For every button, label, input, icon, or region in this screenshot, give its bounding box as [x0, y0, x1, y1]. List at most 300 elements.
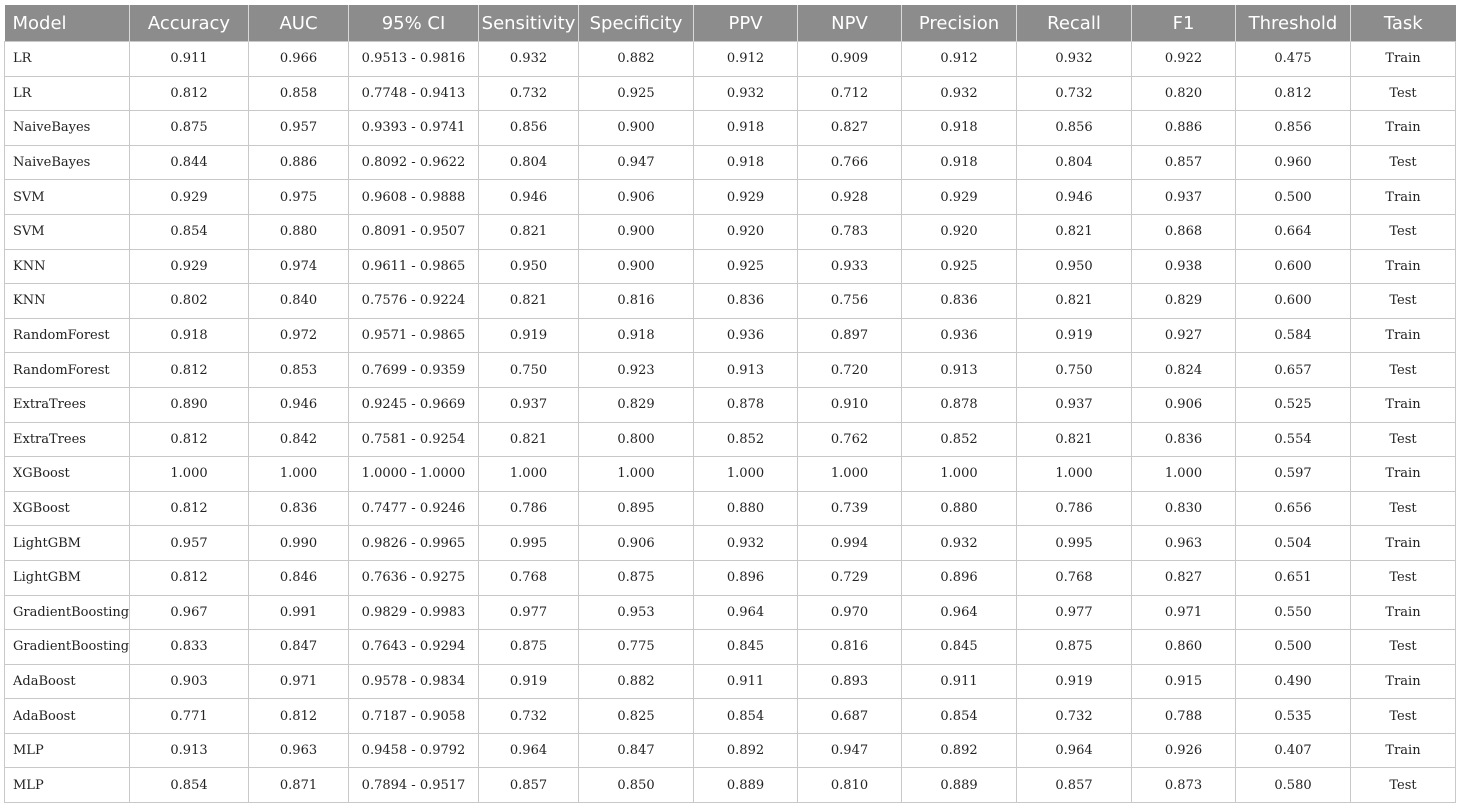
table-cell: 0.842	[249, 422, 349, 457]
table-cell: 0.900	[579, 111, 694, 146]
table-cell: 0.932	[694, 526, 798, 561]
table-cell: LightGBM	[5, 526, 130, 561]
table-cell: 0.768	[479, 560, 579, 595]
table-cell: 0.897	[798, 318, 902, 353]
table-cell: 0.975	[249, 180, 349, 215]
table-cell: RandomForest	[5, 353, 130, 388]
table-cell: 0.932	[902, 76, 1017, 111]
table-cell: 0.932	[694, 76, 798, 111]
table-cell: 0.860	[1132, 630, 1236, 665]
table-cell: 1.000	[249, 457, 349, 492]
table-cell: 0.9513 - 0.9816	[349, 42, 479, 77]
table-cell: 0.750	[1017, 353, 1132, 388]
column-header: Specificity	[579, 5, 694, 42]
table-cell: 0.889	[694, 768, 798, 803]
table-cell: 0.937	[1017, 387, 1132, 422]
table-cell: 0.946	[249, 387, 349, 422]
table-cell: 0.800	[579, 422, 694, 457]
table-cell: 0.657	[1236, 353, 1351, 388]
table-body	[5, 42, 1456, 803]
table-cell: 0.880	[902, 491, 1017, 526]
table-cell: SVM	[5, 180, 130, 215]
table-cell: 0.963	[249, 733, 349, 768]
table-cell: 0.786	[479, 491, 579, 526]
table-cell: 0.500	[1236, 180, 1351, 215]
results-table-container	[4, 5, 1455, 803]
table-cell: Test	[1351, 491, 1456, 526]
table-cell: GradientBoosting	[5, 630, 130, 665]
table-cell: Train	[1351, 387, 1456, 422]
table-cell: 0.850	[579, 768, 694, 803]
table-cell: RandomForest	[5, 318, 130, 353]
table-cell: 0.554	[1236, 422, 1351, 457]
table-row	[5, 699, 1456, 734]
table-cell: 0.729	[798, 560, 902, 595]
table-cell: XGBoost	[5, 491, 130, 526]
table-cell: 0.584	[1236, 318, 1351, 353]
table-cell: 0.824	[1132, 353, 1236, 388]
table-cell: 0.9611 - 0.9865	[349, 249, 479, 284]
table-cell: 0.732	[1017, 699, 1132, 734]
table-cell: MLP	[5, 768, 130, 803]
table-cell: Train	[1351, 249, 1456, 284]
column-header: F1	[1132, 5, 1236, 42]
table-cell: 0.8092 - 0.9622	[349, 145, 479, 180]
table-cell: 0.919	[479, 318, 579, 353]
table-cell: 0.900	[579, 214, 694, 249]
table-cell: Test	[1351, 214, 1456, 249]
table-cell: 0.947	[798, 733, 902, 768]
table-cell: 0.960	[1236, 145, 1351, 180]
table-cell: 0.858	[249, 76, 349, 111]
table-cell: 0.880	[249, 214, 349, 249]
table-cell: 0.844	[130, 145, 249, 180]
table-cell: 0.991	[249, 595, 349, 630]
table-cell: 0.892	[694, 733, 798, 768]
column-header: NPV	[798, 5, 902, 42]
table-row	[5, 457, 1456, 492]
table-cell: 0.812	[249, 699, 349, 734]
table-cell: 0.918	[902, 111, 1017, 146]
table-cell: 0.656	[1236, 491, 1351, 526]
table-cell: Train	[1351, 595, 1456, 630]
table-cell: 0.664	[1236, 214, 1351, 249]
column-header: Accuracy	[130, 5, 249, 42]
table-cell: 0.906	[1132, 387, 1236, 422]
column-header: Task	[1351, 5, 1456, 42]
table-cell: 0.756	[798, 284, 902, 319]
table-cell: 0.882	[579, 664, 694, 699]
table-cell: 0.918	[579, 318, 694, 353]
table-cell: XGBoost	[5, 457, 130, 492]
table-cell: 0.909	[798, 42, 902, 77]
table-row	[5, 664, 1456, 699]
table-cell: 0.852	[694, 422, 798, 457]
table-cell: 0.762	[798, 422, 902, 457]
table-cell: 0.946	[479, 180, 579, 215]
table-cell: 0.846	[249, 560, 349, 595]
table-cell: SVM	[5, 214, 130, 249]
table-cell: 0.928	[798, 180, 902, 215]
table-cell: ExtraTrees	[5, 387, 130, 422]
table-cell: 0.903	[130, 664, 249, 699]
table-cell: 0.768	[1017, 560, 1132, 595]
table-cell: 0.920	[694, 214, 798, 249]
column-header: Sensitivity	[479, 5, 579, 42]
table-cell: 0.712	[798, 76, 902, 111]
table-cell: 0.750	[479, 353, 579, 388]
table-cell: 0.911	[130, 42, 249, 77]
table-cell: 0.892	[902, 733, 1017, 768]
table-cell: 0.7894 - 0.9517	[349, 768, 479, 803]
table-cell: 0.925	[694, 249, 798, 284]
table-cell: 0.845	[694, 630, 798, 665]
table-cell: 0.994	[798, 526, 902, 561]
table-cell: 0.857	[1132, 145, 1236, 180]
table-cell: Test	[1351, 145, 1456, 180]
table-cell: 0.910	[798, 387, 902, 422]
table-cell: 0.9608 - 0.9888	[349, 180, 479, 215]
table-cell: 0.836	[249, 491, 349, 526]
table-cell: 0.938	[1132, 249, 1236, 284]
table-cell: 0.810	[798, 768, 902, 803]
table-cell: 0.856	[1236, 111, 1351, 146]
table-cell: 0.929	[130, 249, 249, 284]
table-cell: 0.847	[249, 630, 349, 665]
table-cell: 0.8091 - 0.9507	[349, 214, 479, 249]
table-cell: 0.886	[249, 145, 349, 180]
table-cell: 0.836	[1132, 422, 1236, 457]
table-cell: 0.932	[479, 42, 579, 77]
table-cell: 0.490	[1236, 664, 1351, 699]
table-cell: 0.739	[798, 491, 902, 526]
table-cell: 0.600	[1236, 249, 1351, 284]
table-cell: 0.929	[694, 180, 798, 215]
table-cell: 0.836	[694, 284, 798, 319]
table-row	[5, 76, 1456, 111]
table-cell: 0.804	[1017, 145, 1132, 180]
table-cell: 0.821	[479, 422, 579, 457]
table-cell: 0.812	[130, 353, 249, 388]
table-cell: 0.895	[579, 491, 694, 526]
table-cell: 0.687	[798, 699, 902, 734]
table-cell: 0.893	[798, 664, 902, 699]
table-cell: 0.407	[1236, 733, 1351, 768]
table-cell: 0.857	[1017, 768, 1132, 803]
table-row	[5, 111, 1456, 146]
table-row	[5, 733, 1456, 768]
table-cell: Test	[1351, 422, 1456, 457]
table-cell: 1.000	[1132, 457, 1236, 492]
table-cell: Train	[1351, 318, 1456, 353]
model-metrics-table	[4, 5, 1456, 803]
table-cell: 0.812	[130, 422, 249, 457]
table-cell: 0.878	[902, 387, 1017, 422]
table-cell: Test	[1351, 76, 1456, 111]
table-cell: 0.886	[1132, 111, 1236, 146]
table-cell: 0.9829 - 0.9983	[349, 595, 479, 630]
table-cell: 0.766	[798, 145, 902, 180]
table-cell: 0.936	[902, 318, 1017, 353]
table-row	[5, 560, 1456, 595]
table-cell: Train	[1351, 457, 1456, 492]
table-cell: 0.918	[694, 145, 798, 180]
table-cell: 0.906	[579, 180, 694, 215]
table-cell: AdaBoost	[5, 664, 130, 699]
table-cell: 0.821	[1017, 284, 1132, 319]
table-cell: 0.504	[1236, 526, 1351, 561]
table-cell: Train	[1351, 42, 1456, 77]
table-cell: 0.500	[1236, 630, 1351, 665]
table-cell: 0.920	[902, 214, 1017, 249]
table-cell: 0.783	[798, 214, 902, 249]
table-cell: 0.889	[902, 768, 1017, 803]
table-cell: 0.950	[479, 249, 579, 284]
table-cell: 0.475	[1236, 42, 1351, 77]
table-row	[5, 249, 1456, 284]
table-cell: Train	[1351, 664, 1456, 699]
table-cell: 0.812	[130, 491, 249, 526]
column-header: Threshold	[1236, 5, 1351, 42]
table-cell: 0.957	[130, 526, 249, 561]
table-cell: 0.912	[694, 42, 798, 77]
table-cell: 0.875	[130, 111, 249, 146]
table-cell: 0.972	[249, 318, 349, 353]
table-cell: 0.9578 - 0.9834	[349, 664, 479, 699]
table-cell: 0.812	[1236, 76, 1351, 111]
table-cell: 0.977	[1017, 595, 1132, 630]
table-cell: 1.000	[798, 457, 902, 492]
table-cell: 0.967	[130, 595, 249, 630]
table-cell: AdaBoost	[5, 699, 130, 734]
table-cell: 0.919	[1017, 318, 1132, 353]
table-cell: Test	[1351, 768, 1456, 803]
table-cell: 0.927	[1132, 318, 1236, 353]
table-cell: 0.926	[1132, 733, 1236, 768]
table-cell: 0.827	[1132, 560, 1236, 595]
table-cell: 0.829	[579, 387, 694, 422]
column-header: 95% CI	[349, 5, 479, 42]
column-header: Recall	[1017, 5, 1132, 42]
table-cell: 0.937	[1132, 180, 1236, 215]
table-cell: 0.918	[694, 111, 798, 146]
table-cell: 0.875	[579, 560, 694, 595]
table-cell: 0.9571 - 0.9865	[349, 318, 479, 353]
table-cell: Train	[1351, 733, 1456, 768]
table-cell: 0.913	[130, 733, 249, 768]
table-cell: 0.953	[579, 595, 694, 630]
table-cell: 0.597	[1236, 457, 1351, 492]
table-cell: 0.856	[479, 111, 579, 146]
table-row	[5, 595, 1456, 630]
table-cell: 0.854	[694, 699, 798, 734]
table-cell: 0.732	[479, 76, 579, 111]
table-cell: 0.853	[249, 353, 349, 388]
table-cell: 0.919	[479, 664, 579, 699]
table-cell: 0.821	[479, 214, 579, 249]
table-cell: LR	[5, 42, 130, 77]
table-cell: 0.918	[902, 145, 1017, 180]
table-cell: 0.786	[1017, 491, 1132, 526]
table-cell: Test	[1351, 353, 1456, 388]
table-cell: 0.9458 - 0.9792	[349, 733, 479, 768]
table-cell: GradientBoosting	[5, 595, 130, 630]
table-cell: 0.7636 - 0.9275	[349, 560, 479, 595]
table-cell: NaiveBayes	[5, 145, 130, 180]
table-cell: 0.821	[479, 284, 579, 319]
table-cell: ExtraTrees	[5, 422, 130, 457]
table-cell: 0.964	[694, 595, 798, 630]
table-cell: 0.825	[579, 699, 694, 734]
table-cell: 0.7187 - 0.9058	[349, 699, 479, 734]
table-cell: 0.7576 - 0.9224	[349, 284, 479, 319]
table-cell: 0.919	[1017, 664, 1132, 699]
table-cell: 0.925	[902, 249, 1017, 284]
table-cell: 0.970	[798, 595, 902, 630]
table-cell: Train	[1351, 180, 1456, 215]
table-cell: 0.896	[902, 560, 1017, 595]
table-cell: 0.856	[1017, 111, 1132, 146]
table-cell: 0.873	[1132, 768, 1236, 803]
table-cell: 0.929	[902, 180, 1017, 215]
table-cell: 0.854	[130, 768, 249, 803]
table-cell: 0.7699 - 0.9359	[349, 353, 479, 388]
table-cell: 0.525	[1236, 387, 1351, 422]
table-cell: 0.812	[130, 76, 249, 111]
table-cell: 0.816	[798, 630, 902, 665]
table-cell: 0.821	[1017, 422, 1132, 457]
table-cell: 0.9245 - 0.9669	[349, 387, 479, 422]
table-cell: 0.964	[1017, 733, 1132, 768]
table-cell: KNN	[5, 249, 130, 284]
table-row	[5, 491, 1456, 526]
table-cell: 0.918	[130, 318, 249, 353]
table-cell: 1.000	[130, 457, 249, 492]
table-cell: 0.911	[902, 664, 1017, 699]
table-cell: 0.922	[1132, 42, 1236, 77]
table-cell: 0.7581 - 0.9254	[349, 422, 479, 457]
table-cell: 0.836	[902, 284, 1017, 319]
table-cell: 0.820	[1132, 76, 1236, 111]
column-header: AUC	[249, 5, 349, 42]
table-cell: 0.971	[249, 664, 349, 699]
table-cell: 0.900	[579, 249, 694, 284]
table-cell: 0.720	[798, 353, 902, 388]
table-cell: 0.875	[479, 630, 579, 665]
table-cell: 0.957	[249, 111, 349, 146]
table-row	[5, 387, 1456, 422]
table-cell: 0.964	[479, 733, 579, 768]
column-header: Model	[5, 5, 130, 42]
table-cell: 0.600	[1236, 284, 1351, 319]
table-cell: 0.802	[130, 284, 249, 319]
table-cell: 0.932	[902, 526, 1017, 561]
table-cell: 0.9826 - 0.9965	[349, 526, 479, 561]
table-cell: 0.804	[479, 145, 579, 180]
table-cell: 1.0000 - 1.0000	[349, 457, 479, 492]
table-cell: 0.854	[902, 699, 1017, 734]
table-cell: 0.995	[479, 526, 579, 561]
table-row	[5, 318, 1456, 353]
table-row	[5, 630, 1456, 665]
table-cell: 0.906	[579, 526, 694, 561]
table-row	[5, 353, 1456, 388]
table-row	[5, 284, 1456, 319]
table-cell: 0.936	[694, 318, 798, 353]
table-cell: 0.775	[579, 630, 694, 665]
table-cell: 0.990	[249, 526, 349, 561]
table-cell: 0.535	[1236, 699, 1351, 734]
table-cell: 0.732	[479, 699, 579, 734]
table-row	[5, 422, 1456, 457]
table-cell: 0.854	[130, 214, 249, 249]
table-cell: 0.933	[798, 249, 902, 284]
table-header-row	[5, 5, 1456, 42]
table-cell: Test	[1351, 560, 1456, 595]
table-cell: 1.000	[1017, 457, 1132, 492]
table-cell: 0.827	[798, 111, 902, 146]
table-cell: Train	[1351, 111, 1456, 146]
table-cell: 0.880	[694, 491, 798, 526]
table-row	[5, 768, 1456, 803]
table-cell: 0.651	[1236, 560, 1351, 595]
table-cell: 0.840	[249, 284, 349, 319]
table-cell: 0.977	[479, 595, 579, 630]
table-cell: 0.829	[1132, 284, 1236, 319]
table-cell: 1.000	[479, 457, 579, 492]
table-cell: LightGBM	[5, 560, 130, 595]
table-cell: MLP	[5, 733, 130, 768]
table-cell: 0.871	[249, 768, 349, 803]
table-cell: 0.913	[694, 353, 798, 388]
table-cell: 0.732	[1017, 76, 1132, 111]
table-cell: 0.971	[1132, 595, 1236, 630]
table-cell: 0.974	[249, 249, 349, 284]
table-cell: 0.925	[579, 76, 694, 111]
table-cell: 1.000	[579, 457, 694, 492]
table-cell: 0.830	[1132, 491, 1236, 526]
table-cell: 0.852	[902, 422, 1017, 457]
column-header: Precision	[902, 5, 1017, 42]
table-cell: Test	[1351, 630, 1456, 665]
table-cell: 0.868	[1132, 214, 1236, 249]
table-row	[5, 214, 1456, 249]
table-cell: 0.963	[1132, 526, 1236, 561]
table-cell: 0.821	[1017, 214, 1132, 249]
table-cell: 0.911	[694, 664, 798, 699]
table-cell: 0.812	[130, 560, 249, 595]
table-cell: Test	[1351, 699, 1456, 734]
table-cell: 0.929	[130, 180, 249, 215]
table-row	[5, 145, 1456, 180]
table-cell: 0.915	[1132, 664, 1236, 699]
table-row	[5, 42, 1456, 77]
table-cell: Test	[1351, 284, 1456, 319]
table-cell: KNN	[5, 284, 130, 319]
table-cell: 0.7477 - 0.9246	[349, 491, 479, 526]
table-cell: 0.966	[249, 42, 349, 77]
table-cell: 0.995	[1017, 526, 1132, 561]
table-cell: 0.882	[579, 42, 694, 77]
table-cell: LR	[5, 76, 130, 111]
table-cell: 0.890	[130, 387, 249, 422]
table-cell: 0.878	[694, 387, 798, 422]
table-cell: Train	[1351, 526, 1456, 561]
table-cell: 0.816	[579, 284, 694, 319]
table-cell: 0.875	[1017, 630, 1132, 665]
table-cell: 0.932	[1017, 42, 1132, 77]
table-cell: 0.833	[130, 630, 249, 665]
